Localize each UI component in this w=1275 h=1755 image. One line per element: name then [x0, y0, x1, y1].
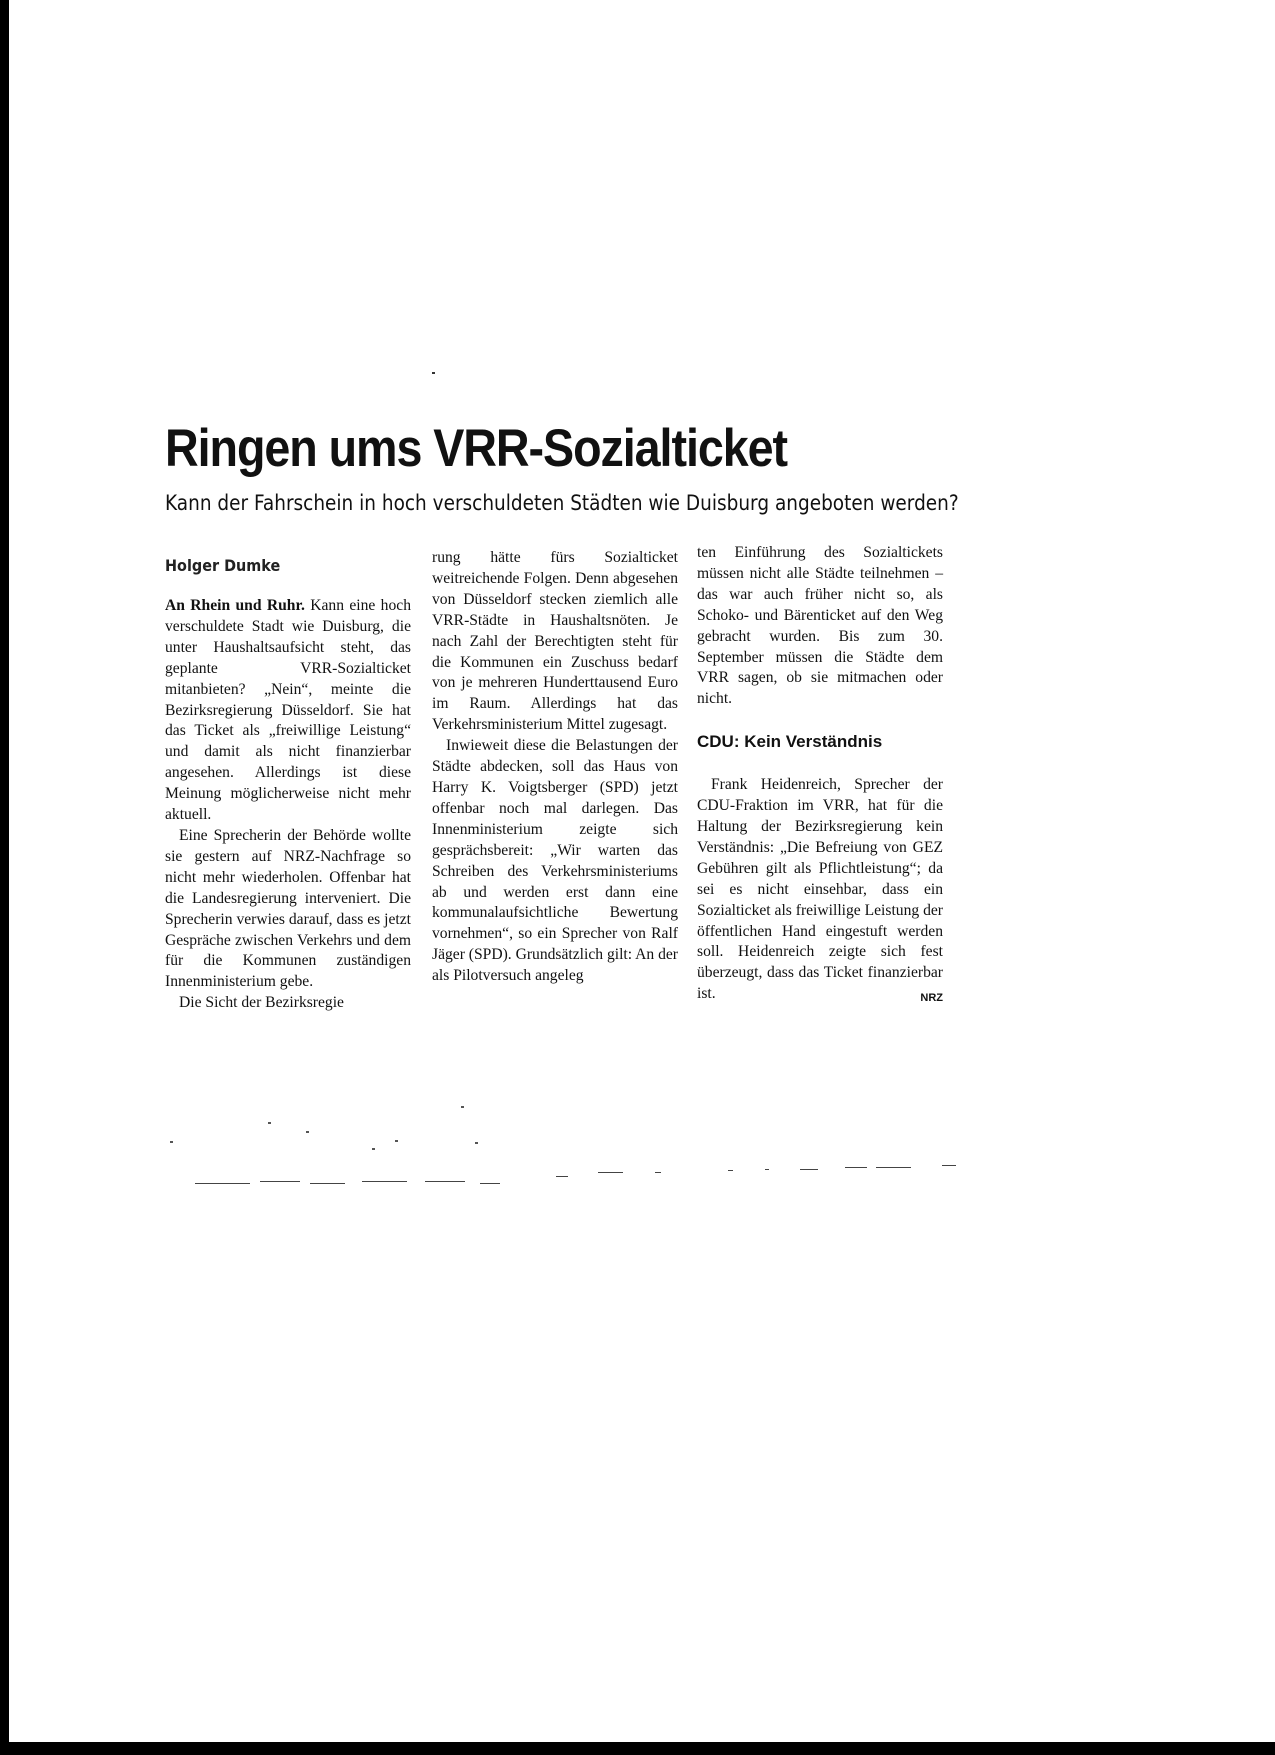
- paragraph-text: Frank Heidenreich, Sprecher der CDU-Fraktion im VRR, hat für die Haltung der Bezirksregierung kein Verständnis: „Die Befreiung von GEZ Gebühren gilt als Pflichtleistung“; da sei es nicht einsehbar, dass ein Sozialticket als freiwillige Leistung der öffentlichen Hand eingestuft werden soll. Heidenreich zeigte sich fest überzeugt, dass das Ticket finanzierbar ist.: [697, 776, 943, 1003]
- scan-noise: [942, 1165, 956, 1166]
- article-column-2: [432, 548, 678, 987]
- dateline: An Rhein und Ruhr.: [165, 597, 305, 614]
- paragraph: ten Einführung des Sozialtickets müssen nicht alle Städte teilnehmen – das war auch früher nicht so, als Schoko- und Bärenticket auf den Weg gebracht wurden. Bis zum 30. September müssen die Städte dem VRR sagen, ob sie mitmachen oder nicht.: [697, 544, 943, 708]
- subheadline: Kann der Fahrschein in hoch verschuldeten Städten wie Duisburg angeboten werden?: [165, 491, 959, 515]
- scan-noise: [728, 1170, 733, 1171]
- source-tag: NRZ: [920, 992, 943, 1005]
- scan-noise: [395, 1140, 398, 1142]
- article-column-1: [165, 596, 411, 1014]
- scan-noise: [170, 1141, 173, 1143]
- scan-noise: [306, 1131, 309, 1133]
- scan-noise: [845, 1167, 867, 1168]
- paragraph: Die Sicht der Bezirksregie: [179, 994, 344, 1012]
- headline: Ringen ums VRR-Sozialticket: [165, 419, 787, 478]
- scan-noise: [461, 1106, 464, 1108]
- scan-border-bottom: [0, 1742, 1275, 1755]
- paragraph: rung hätte fürs Sozialticket weitreichende Folgen. Denn abgesehen von Düsseldorf stecken ziemlich alle VRR-Städte in Haushaltsnöten. Je nach Zahl der Berechtigten steht für die Kommunen ein Zuschuss bedarf von je mehreren Hunderttausend Euro im Raum. Allerdings hat das Verkehrsministerium Mittel zugesagt.: [432, 549, 678, 734]
- scan-noise: [372, 1148, 375, 1150]
- article-column-3: [697, 543, 943, 1009]
- scan-noise: [556, 1176, 568, 1177]
- scan-noise: [480, 1183, 500, 1184]
- scan-noise: [475, 1142, 478, 1144]
- scan-noise: [800, 1169, 818, 1170]
- scan-border-left: [0, 0, 9, 1755]
- scan-noise: [765, 1169, 769, 1170]
- scan-noise: [598, 1172, 623, 1173]
- paragraph: Eine Sprecherin der Behörde wollte sie gestern auf NRZ-Nachfrage so nicht mehr wiederholen. Offenbar hat die Landesregierung interveniert. Die Sprecherin verwies darauf, dass es jetzt Gespräche zwischen Verkehrs und dem für die Kommunen zuständigen Innenministerium gebe.: [165, 826, 411, 991]
- paragraph: [697, 775, 943, 1005]
- scan-noise: [425, 1181, 465, 1182]
- scan-noise: [195, 1183, 250, 1184]
- byline: Holger Dumke: [165, 556, 281, 575]
- scan-noise: [876, 1167, 911, 1168]
- section-subheading: CDU: Kein Verständnis: [697, 732, 883, 752]
- scan-speck: [432, 372, 435, 374]
- paragraph-text: Kann eine hoch verschuldete Stadt wie Duisburg, die unter Haushaltsaufsicht steht, das geplante VRR-Sozialticket mitanbieten? „Nein“, meinte die Bezirksregierung Düsseldorf. Sie hat das Ticket als „freiwillige Leistung“ und damit als nicht finanzierbar angesehen. Allerdings ist diese Meinung möglicherweise nicht mehr aktuell.: [165, 597, 411, 824]
- scan-noise: [655, 1172, 661, 1173]
- scan-noise: [260, 1181, 300, 1182]
- scan-noise: [362, 1181, 407, 1182]
- paragraph: Inwieweit diese die Belastungen der Städte abdecken, soll das Haus von Harry K. Voigtsberger (SPD) jetzt offenbar noch mal darlegen. Das Innenministerium zeigte sich gesprächsbereit: „Wir warten das Schreiben des Verkehrsministeriums ab und werden erst dann eine kommunalaufsichtliche Bewertung vornehmen“, so ein Sprecher von Ralf Jäger (SPD). Grundsätzlich gilt: An der als Pilotversuch angeleg: [432, 737, 678, 985]
- paragraph: [165, 596, 411, 826]
- scan-noise: [268, 1122, 271, 1124]
- scan-noise: [310, 1183, 345, 1184]
